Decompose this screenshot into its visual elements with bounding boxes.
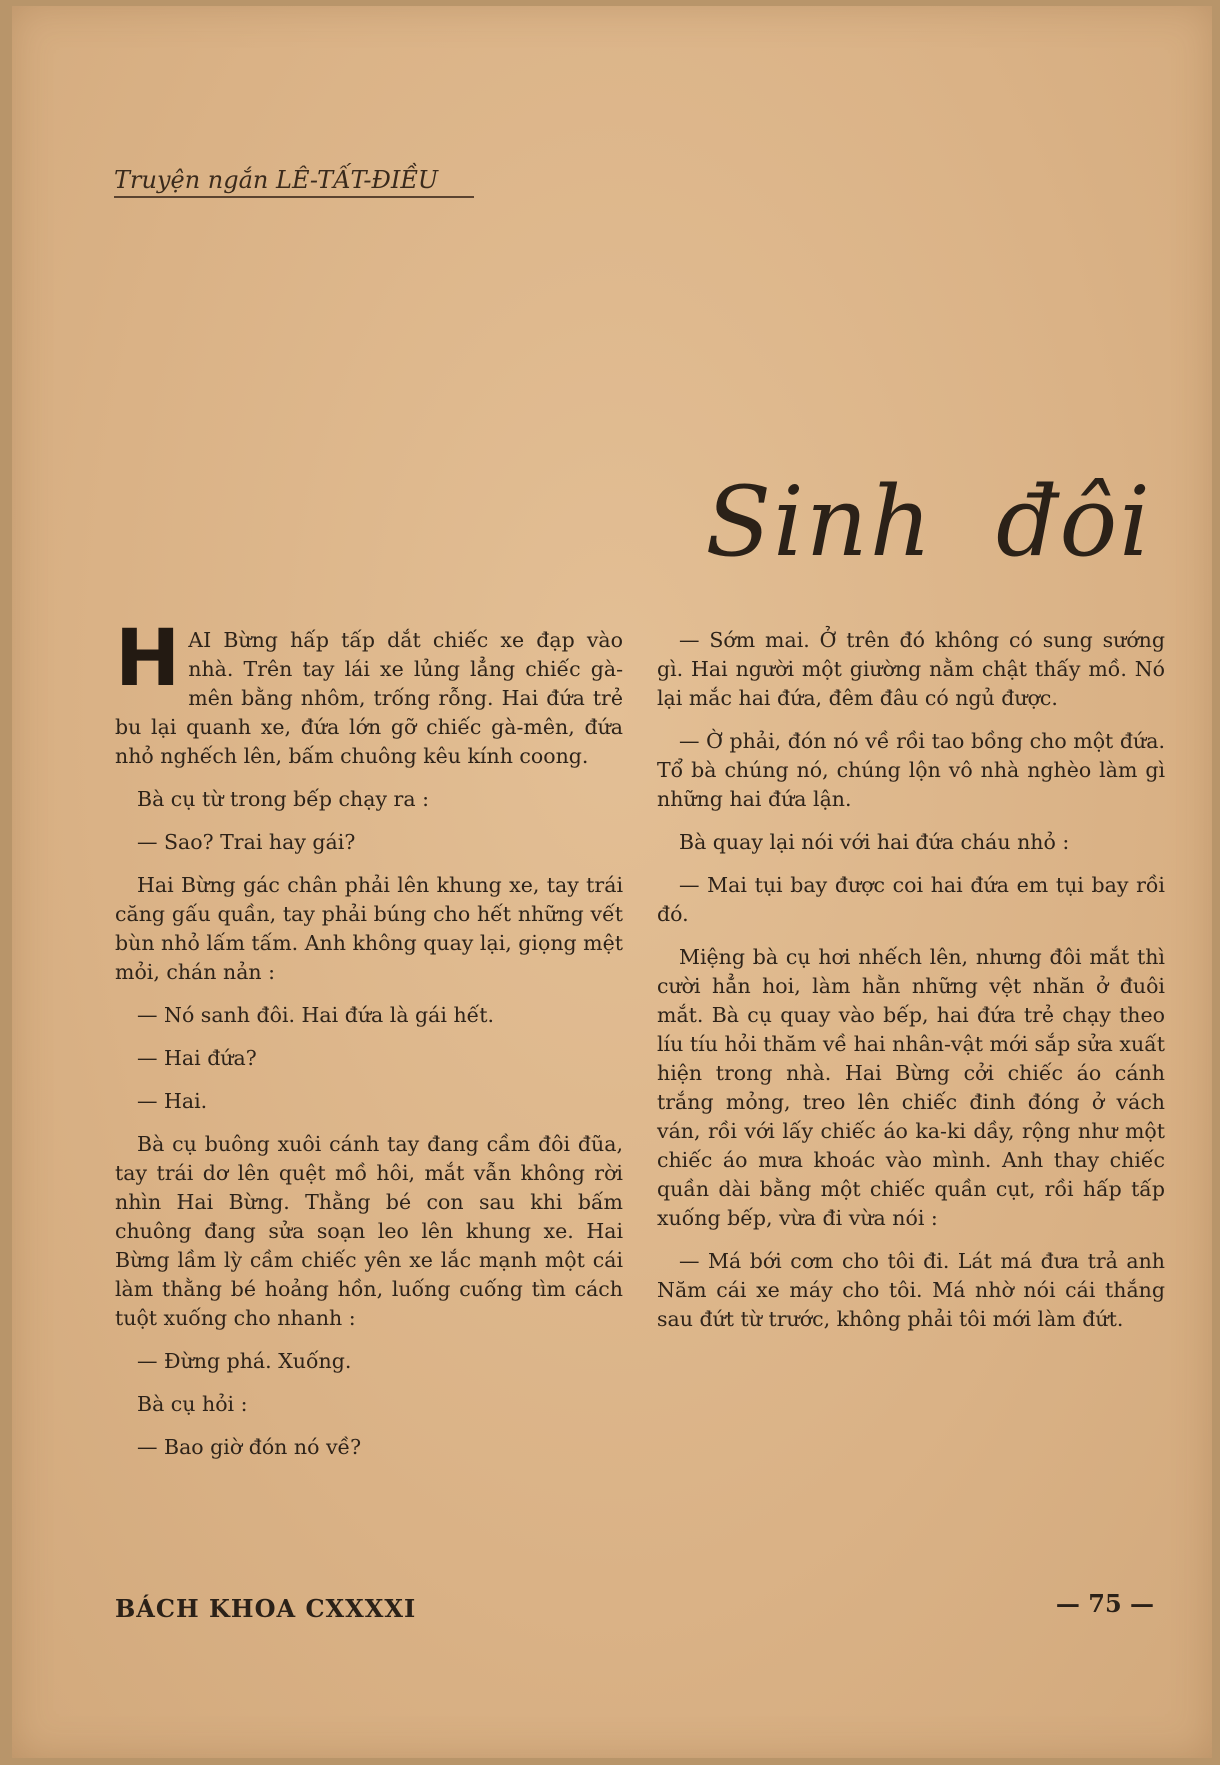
paragraph: — Má bới cơm cho tôi đi. Lát má đưa trả anh Năm cái xe máy cho tôi. Má nhờ nói cái thắng sau đứt từ trước, không phải tôi mới làm đứt.: [657, 1249, 1165, 1331]
paragraph: Bà quay lại nói với hai đứa cháu nhỏ :: [679, 830, 1070, 854]
paragraph: — Mai tụi bay được coi hai đứa em tụi bay rồi đó.: [657, 873, 1165, 926]
paragraph-text: AI Bừng hấp tấp dắt chiếc xe đạp vào nhà. Trên tay lái xe lủng lẳng chiếc gà-mên bằng nhôm, trống rỗng. Hai đứa trẻ bu lại quanh xe, đứa lớn gỡ chiếc gà-mên, đứa nhỏ nghếch lên, bấm chuông kêu kính coong.: [115, 628, 623, 768]
paragraph: — Sao? Trai hay gái?: [137, 830, 356, 854]
paragraph: Bà cụ từ trong bếp chạy ra :: [137, 787, 430, 811]
paragraph: [115, 614, 623, 771]
paragraph: — Đừng phá. Xuống.: [137, 1349, 352, 1373]
paragraph: — Ờ phải, đón nó về rồi tao bồng cho một đứa. Tổ bà chúng nó, chúng lộn vô nhà nghèo làm gì những hai đứa lận.: [657, 729, 1165, 811]
paragraph: Bà cụ hỏi :: [137, 1392, 248, 1416]
paragraph: — Sớm mai. Ở trên đó không có sung sướng gì. Hai người một giường nằm chật thấy mồ. Nó lại mắc hai đứa, đêm đâu có ngủ được.: [657, 628, 1165, 710]
left-column: [115, 614, 623, 1476]
paragraph: — Bao giờ đón nó về?: [137, 1435, 362, 1459]
drop-cap: H: [115, 614, 181, 704]
right-column: [657, 626, 1165, 1348]
paragraph: — Hai đứa?: [137, 1046, 257, 1070]
paragraph: — Nó sanh đôi. Hai đứa là gái hết.: [137, 1003, 495, 1027]
magazine-page: [12, 6, 1212, 1758]
publication-name: BÁCH KHOA CXXXXI: [115, 1594, 417, 1623]
story-title: Sinh đôi: [705, 466, 1152, 578]
page-number: — 75 —: [1055, 1589, 1154, 1618]
paragraph: Bà cụ buông xuôi cánh tay đang cầm đôi đũa, tay trái dơ lên quệt mồ hôi, mắt vẫn không rời nhìn Hai Bừng. Thằng bé con sau khi bấm chuông đang sửa soạn leo lên khung xe. Hai Bừng lầm lỳ cầm chiếc yên xe lắc mạnh một cái làm thằng bé hoảng hồn, luống cuống tìm cách tuột xuống cho nhanh :: [115, 1132, 623, 1330]
paragraph: Hai Bừng gác chân phải lên khung xe, tay trái căng gấu quần, tay phải búng cho hết những vết bùn nhỏ lấm tấm. Anh không quay lại, giọng mệt mỏi, chán nản :: [115, 873, 623, 984]
paragraph: — Hai.: [137, 1089, 208, 1113]
paragraph: Miệng bà cụ hơi nhếch lên, nhưng đôi mắt thì cười hẳn hoi, làm hằn những vệt nhăn ở đuôi mắt. Bà cụ quay vào bếp, hai đứa trẻ chạy theo líu tíu hỏi thăm về hai nhân-vật mới sắp sửa xuất hiện trong nhà. Hai Bừng cởi chiếc áo cánh trắng mỏng, treo lên chiếc đinh đóng ở vách ván, rồi với lấy chiếc áo ka-ki dầy, rộng như một chiếc áo mưa khoác vào mình. Anh thay chiếc quần dài bằng một chiếc quần cụt, rồi hấp tấp xuống bếp, vừa đi vừa nói :: [657, 945, 1165, 1230]
byline: Truyện ngắn LÊ-TẤT-ĐIỀU: [114, 166, 474, 198]
